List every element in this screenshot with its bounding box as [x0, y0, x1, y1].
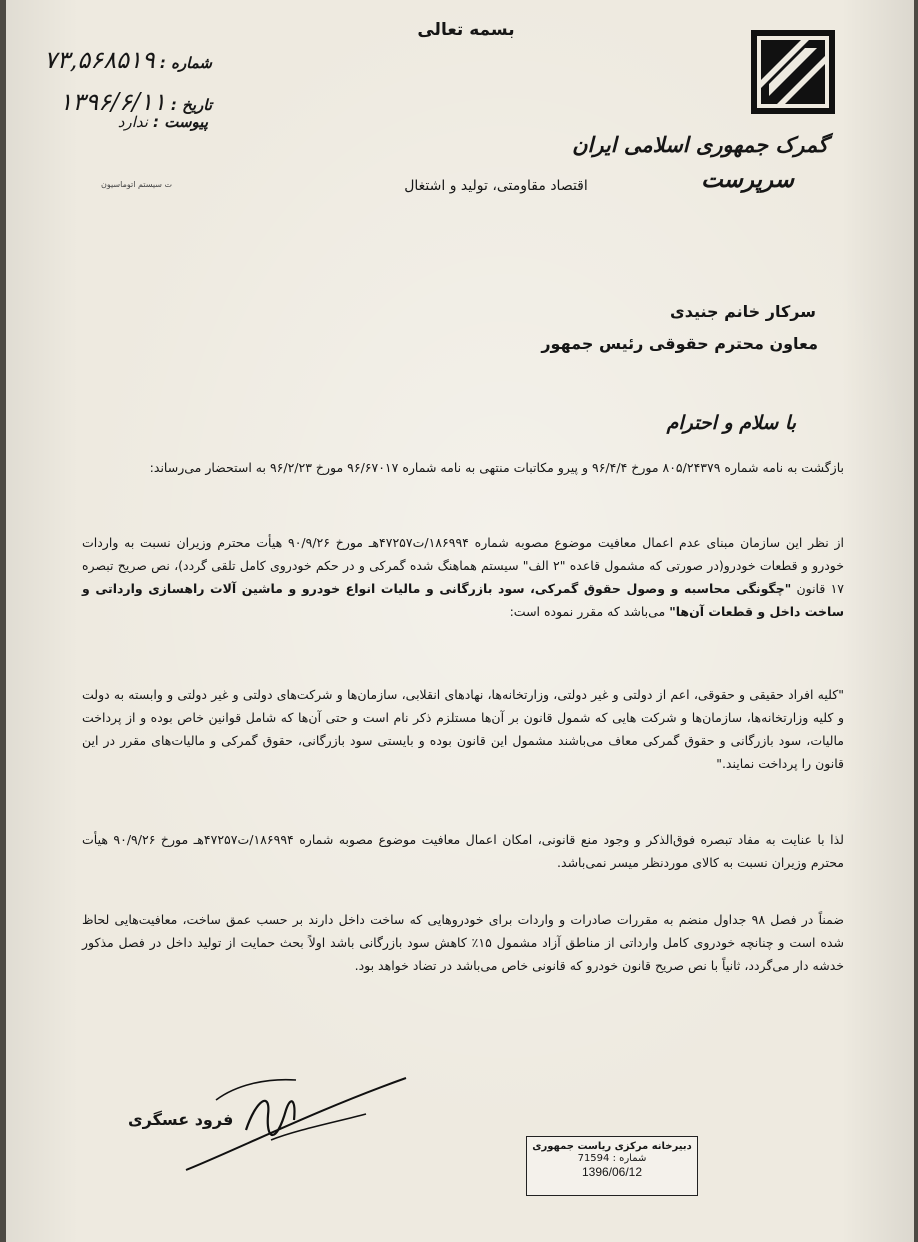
addressee-name: سرکار خانم جنیدی: [670, 302, 816, 321]
body-paragraph-2-intro: از نظر این سازمان مبنای عدم اعمال معافیت موضوع مصوبه شماره ۱۸۶۹۹۴/ت۴۷۲۵۷هـ مورخ ۹۰/۹/۲۶ هیأت محترم وزیران نسبت به واردات خودرو و قطعات خودرو(در صورتی که مشمول قاعده "۲ الف" سیستم هماهنگ شده گمرکی و در حکم خودروی کامل تلقی گردد)، نص صریح تبصره ۱۷ قانون: [82, 535, 845, 596]
attachment-label: پیوست :: [153, 113, 208, 131]
date-value: ۱۳۹۶/۶/۱۱: [59, 88, 166, 116]
stamp-number: شماره : 71594: [577, 1153, 647, 1164]
attachment-value: ندارد: [117, 113, 148, 131]
body-paragraph-4: لذا با عنایت به مفاد تبصره فوق‌الذکر و وجود منع قانونی، امکان اعمال معافیت موضوع مصوبه شماره ۱۸۶۹۹۴/ت۴۷۲۵۷هـ مورخ ۹۰/۹/۲۶ هیأت محترم وزیران نسبت به کالای موردنظر میسر نمی‌باشد.: [82, 832, 844, 870]
slogan: اقتصاد مقاومتی، تولید و اشتغال: [404, 178, 588, 194]
customs-logo-icon: [751, 30, 835, 114]
quoted-clause: "کلیه افراد حقیقی و حقوقی، اعم از دولتی و غیر دولتی، وزارتخانه‌ها، نهادهای انقلابی، سازمان‌ها و شرکت‌های دولتی و غیر دولتی و وابسته به دولت و کلیه وزارتخانه‌ها، سازمان‌ها و شرکت هایی که شمول قانون بر آن‌ها مستلزم ذکر نام است و حتی آن‌ها که شامل قوانین خاص بوده و از پرداخت مالیات، سود بازرگانی و حقوق گمرکی معاف می‌باشند مشمول این قانون بوده و بایستی سود بازرگانی، حقوق گمرکی و مالیات‌های مقرر در این قانون را پرداخت نمایند.": [82, 687, 844, 771]
date-label: تاریخ :: [170, 96, 212, 114]
signatory-name: فرود عسگری: [128, 1110, 234, 1129]
body-paragraph-2: [82, 531, 844, 623]
body-paragraph-2-end: می‌باشد که مقرر نموده است:: [509, 604, 666, 619]
greeting: با سلام و احترام: [666, 412, 796, 434]
body-paragraph-1: بازگشت به نامه شماره ۸۰۵/۲۴۳۷۹ مورخ ۹۶/۴/۴ و پیرو مکاتبات منتهی به نامه شماره ۹۶/۶۷۰۱۷ مورخ ۹۶/۲/۲۳ به استحضار می‌رساند:: [149, 460, 844, 475]
law-title: "چگونگی محاسبه و وصول حقوق گمرکی، سود بازرگانی و مالیات انواع خودرو و ماشین آلات راهسازی وارداتی و ساخت داخل و قطعات آن‌ها": [82, 581, 844, 619]
number-value: ۷۳,۵۶۸۵۱۹: [44, 46, 155, 74]
number-label: شماره :: [159, 54, 212, 72]
organization-name: گمرک جمهوری اسلامی ایران: [572, 132, 828, 157]
addressee-title: معاون محترم حقوقی رئیس جمهور: [541, 334, 818, 353]
registry-stamp: [526, 1136, 698, 1196]
body-paragraph-5: ضمناً در فصل ۹۸ جداول منضم به مقررات صادرات و واردات برای خودروهایی که ساخت داخل دارند بر حسب عمق ساخت، معافیت‌هایی لحاظ شده است و چنانچه خودروی کامل وارداتی از مناطق آزاد مشمول ۱۵٪ کاهش سود بازرگانی باشد اولاً بحث حمایت از تولید داخل در فصل مذکور خدشه دار می‌گردد، ثانیاً با نص صریح قانون خودرو که قانونی خاص می‌باشد در تضاد خواهد بود.: [82, 912, 844, 973]
organization-subtitle: سرپرست: [701, 166, 794, 193]
stamp-date: 1396/06/12: [581, 1165, 643, 1179]
system-note: ت سیستم اتوماسیون: [101, 180, 173, 189]
letter-page: [6, 0, 914, 1242]
stamp-office: دبیرخانه مرکزی ریاست جمهوری: [532, 1141, 692, 1152]
letter-heading: بسمه تعالی: [417, 20, 515, 40]
